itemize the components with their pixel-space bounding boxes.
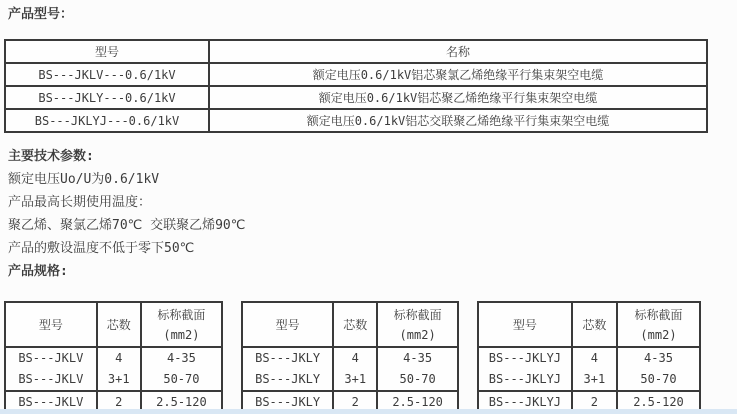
table-header-row xyxy=(242,302,458,347)
cell-section xyxy=(141,347,222,391)
table-header-row xyxy=(5,40,707,63)
header-section-line2: (mm2) xyxy=(163,327,200,342)
header-section-line2: (mm2) xyxy=(640,327,677,342)
table-row-merged xyxy=(478,347,700,391)
header-cores: 芯数 xyxy=(97,302,141,347)
cell-model-line2: BS---JKLYJ xyxy=(488,372,562,386)
table-row-merged xyxy=(5,347,222,391)
cell-cores xyxy=(97,347,141,391)
laying-temp-line: 产品的敷设温度不低于零下50℃ xyxy=(8,241,195,256)
cell-model: BS---JKLV---0.6/1kV xyxy=(5,63,209,86)
cell-model-line1: BS---JKLYJ xyxy=(488,351,562,365)
cell-model xyxy=(478,347,572,391)
cell-name: 额定电压0.6/1kV铝芯交联聚乙烯绝缘平行集束架空电缆 xyxy=(209,109,707,132)
cell-cores-line1: 4 xyxy=(115,351,123,365)
cell-section-line2: 50-70 xyxy=(163,372,200,386)
table-header-row xyxy=(478,302,700,347)
cell-section: 2.5-120 xyxy=(377,391,458,413)
cell-cores xyxy=(572,347,617,391)
temp-values-line: 聚乙烯、聚氯乙烯70℃ 交联聚乙烯90℃ xyxy=(8,218,246,233)
cell-cores-line2: 3+1 xyxy=(107,372,130,386)
cell-model xyxy=(242,347,333,391)
cell-cores-line1: 4 xyxy=(351,351,359,365)
header-section-line1: 标称截面 xyxy=(157,307,206,322)
cell-section-line2: 50-70 xyxy=(399,372,436,386)
max-temp-label-line: 产品最高长期使用温度： xyxy=(8,195,152,210)
table-row xyxy=(5,86,707,109)
header-section xyxy=(141,302,222,347)
header-section xyxy=(377,302,458,347)
table-row xyxy=(5,109,707,132)
spec-tables-row xyxy=(4,301,737,414)
header-section-line1: 标称截面 xyxy=(634,307,683,322)
rated-voltage-line: 额定电压Uo/U为0.6/1kV xyxy=(8,172,160,187)
spec-table-jkly xyxy=(241,301,459,414)
table-row-merged xyxy=(242,347,458,391)
cell-model: BS---JKLYJ xyxy=(478,391,572,413)
cell-cores: 2 xyxy=(333,391,377,413)
cell-section-line1: 4-35 xyxy=(403,351,433,365)
cell-cores: 2 xyxy=(97,391,141,413)
cell-section: 2.5-120 xyxy=(617,391,700,413)
cell-section: 2.5-120 xyxy=(141,391,222,413)
cell-section-line1: 4-35 xyxy=(644,351,673,365)
cell-name: 额定电压0.6/1kV铝芯聚乙烯绝缘平行集束架空电缆 xyxy=(209,86,707,109)
header-model: 型号 xyxy=(5,40,209,63)
header-model: 型号 xyxy=(242,302,333,347)
bottom-strip xyxy=(0,409,737,414)
cell-model-line2: BS---JKLY xyxy=(255,372,321,386)
cell-cores: 2 xyxy=(572,391,617,413)
header-section xyxy=(617,302,700,347)
product-model-heading: 产品型号： xyxy=(8,7,74,22)
cell-section xyxy=(377,347,458,391)
header-cores: 芯数 xyxy=(333,302,377,347)
cell-cores-line1: 4 xyxy=(590,351,599,365)
cell-model: BS---JKLYJ---0.6/1kV xyxy=(5,109,209,132)
spec-table-jklyj xyxy=(477,301,701,414)
cell-cores-line2: 3+1 xyxy=(583,372,606,386)
cell-model-line1: BS---JKLY xyxy=(255,351,321,365)
cell-model-line1: BS---JKLV xyxy=(18,351,84,365)
tech-params-heading: 主要技术参数: xyxy=(8,149,94,164)
cell-cores xyxy=(333,347,377,391)
header-section-line1: 标称截面 xyxy=(393,307,442,322)
table-header-row xyxy=(5,302,222,347)
header-name: 名称 xyxy=(209,40,707,63)
spec-table-jklv xyxy=(4,301,223,414)
cell-section-line1: 4-35 xyxy=(166,351,196,365)
cell-model: BS---JKLY xyxy=(242,391,333,413)
header-model: 型号 xyxy=(478,302,572,347)
cell-model: BS---JKLY---0.6/1kV xyxy=(5,86,209,109)
cell-cores-line2: 3+1 xyxy=(344,372,367,386)
model-name-table xyxy=(4,39,708,133)
cell-model: BS---JKLV xyxy=(5,391,97,413)
spec-heading: 产品规格: xyxy=(8,264,68,279)
cell-model-line2: BS---JKLV xyxy=(18,372,84,386)
cell-section xyxy=(617,347,700,391)
cell-section-line2: 50-70 xyxy=(640,372,677,386)
header-section-line2: (mm2) xyxy=(399,327,436,342)
header-cores: 芯数 xyxy=(572,302,617,347)
cell-name: 额定电压0.6/1kV铝芯聚氯乙烯绝缘平行集束架空电缆 xyxy=(209,63,707,86)
table-row xyxy=(5,63,707,86)
cell-model xyxy=(5,347,97,391)
header-model: 型号 xyxy=(5,302,97,347)
